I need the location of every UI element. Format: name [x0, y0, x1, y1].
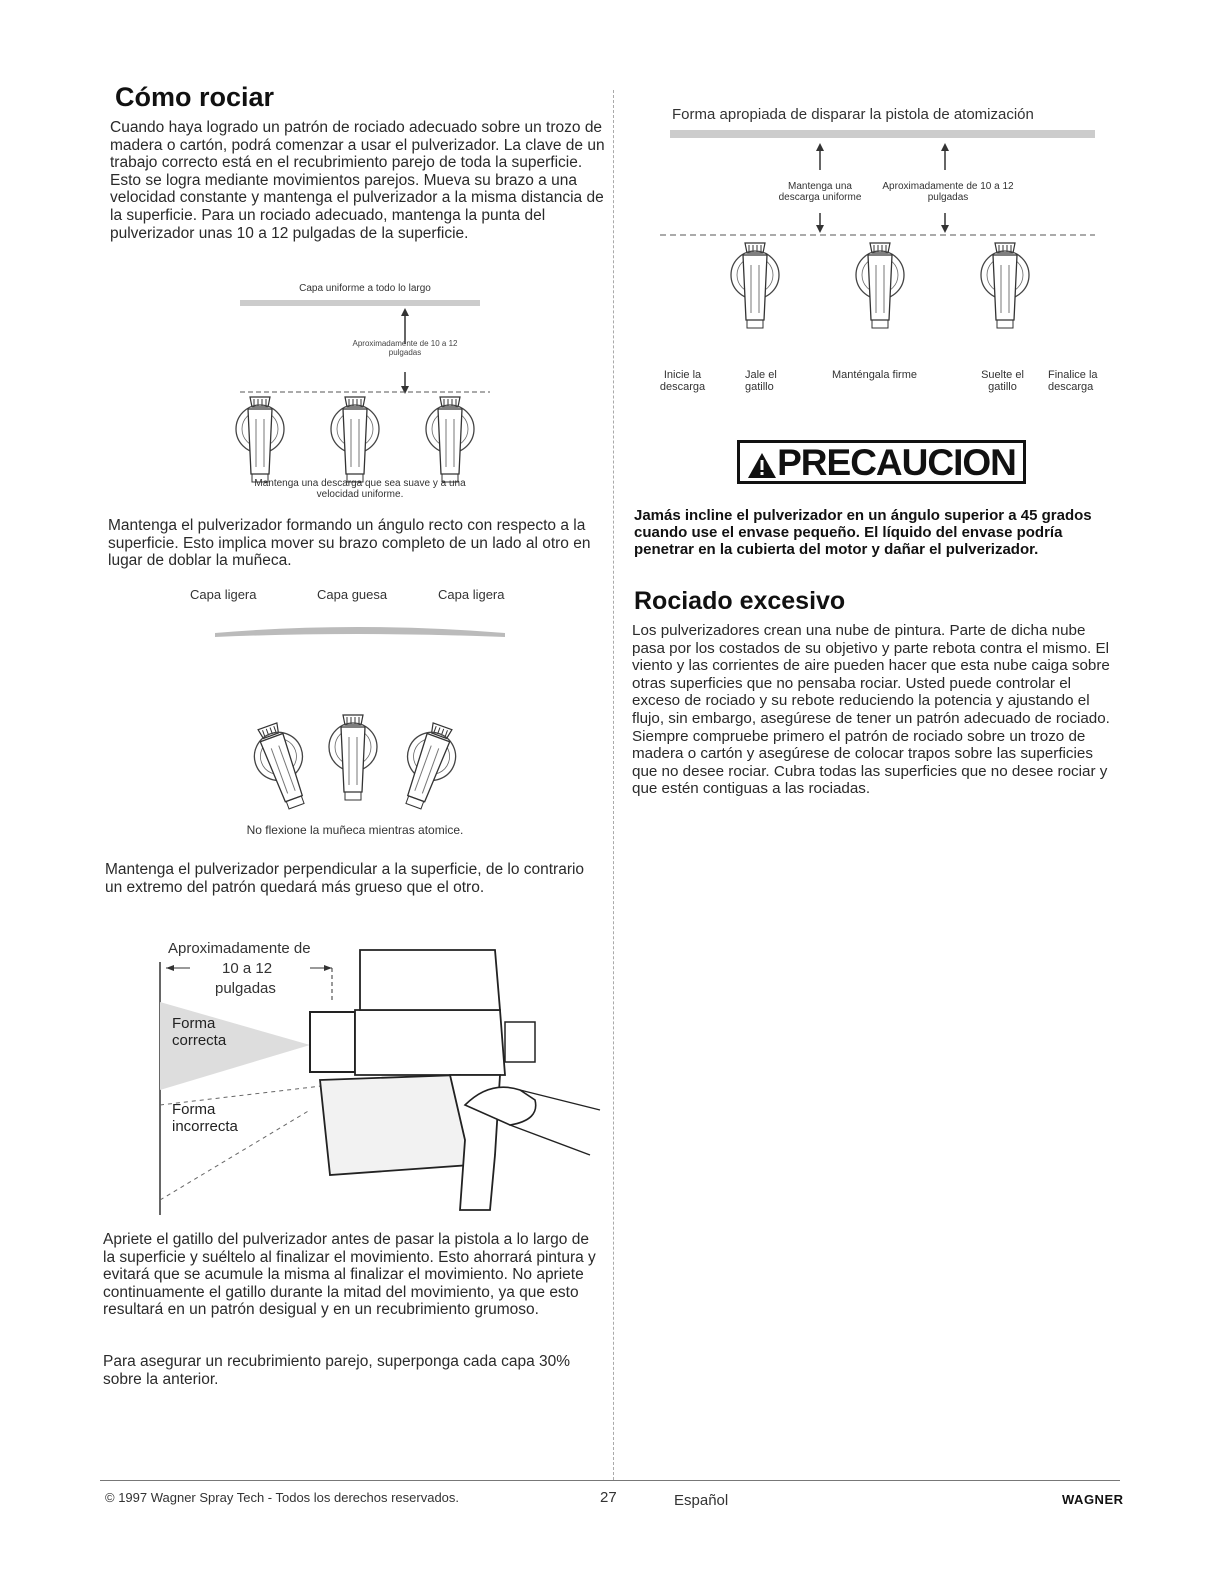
step-label-finish: Finalice la descarga	[1048, 369, 1098, 393]
step-label-start: Inicie la descarga	[659, 369, 706, 393]
column-divider	[613, 90, 614, 1480]
figure-label-top: Capa uniforme a todo lo largo	[299, 283, 431, 294]
figure-trigger-drawing	[650, 125, 1120, 370]
footer-rule	[100, 1480, 1120, 1481]
label-capa-gruesa: Capa guesa	[317, 587, 388, 602]
step-label-release: Suelte el gatillo	[981, 369, 1024, 393]
paragraph-right-angle: Mantenga el pulverizador formando un ángulo recto con respecto a la superficie. Esto implica mover su brazo completo de un lado al otro en lugar de doblar la muñeca.	[108, 517, 591, 570]
section-heading-rociado-excesivo: Rociado excesivo	[634, 587, 846, 615]
caution-text: Jamás incline el pulverizador en un ángulo superior a 45 grados cuando use el envase pequeño. El líquido del envase podría penetrar en la cubierta del motor y dañar el pulverizador.	[634, 507, 1092, 558]
warning-triangle-icon	[747, 451, 777, 479]
footer-copyright: © 1997 Wagner Spray Tech - Todos los derechos reservados.	[105, 1490, 460, 1505]
label-capa-ligera-2: Capa ligera	[438, 587, 505, 602]
label-forma-incorrecta: Forma incorrecta	[172, 1101, 238, 1135]
footer-page-number: 27	[600, 1489, 617, 1506]
brand-logo: WAGNER	[1062, 1492, 1124, 1507]
label-forma-correcta: Forma correcta	[172, 1015, 227, 1049]
paragraph-perpendicular: Mantenga el pulverizador perpendicular a la superficie, de lo contrario un extremo del patrón quedará más grueso que el otro.	[105, 861, 585, 896]
figure-label-distance: Aproximadamente de 10 a 12 pulgadas	[352, 339, 458, 357]
label-pulgadas: pulgadas	[215, 980, 276, 997]
figure-wrist-drawing	[185, 607, 530, 817]
caution-banner	[737, 440, 1026, 484]
section-heading-como-rociar: Cómo rociar	[115, 82, 275, 112]
label-approx: Aproximadamente de	[168, 940, 311, 957]
label-uniform-discharge: Mantenga una descarga uniforme	[778, 181, 862, 203]
figure-caption-uniform: Mantenga una descarga que sea suave y a una velocidad uniforme.	[254, 478, 466, 500]
figure-wrist	[185, 587, 530, 837]
label-capa-ligera-1: Capa ligera	[190, 587, 257, 602]
label-distance-right: Aproximadamente de 10 a 12 pulgadas	[882, 181, 1014, 203]
figure-title-trigger: Forma apropiada de disparar la pistola de atomización	[672, 106, 1034, 123]
intro-paragraph: Cuando haya logrado un patrón de rociado adecuado sobre un trozo de madera o cartón, podrá comenzar a usar el pulverizador. La clave de un trabajo correcto está en el recubrimiento parejo de toda la superficie. Esto se logra mediante movimientos parejos. Mueva su brazo a una velocidad constante y mantenga el pulverizador a la misma distancia de la superficie. Para un rociado adecuado, mantenga la punta del pulverizador unas 10 a 12 pulgadas de la superficie.	[110, 119, 605, 242]
figure-correct-form	[160, 940, 600, 1225]
label-range: 10 a 12	[222, 960, 273, 977]
figure-caption-wrist: No flexione la muñeca mientras atomice.	[246, 823, 464, 837]
step-label-hold: Manténgala firme	[832, 369, 917, 381]
overspray-paragraph: Los pulverizadores crean una nube de pintura. Parte de dicha nube pasa por los costados de su objetivo y parte rebota contra el mismo. El viento y las corrientes de aire pueden hacer que esta nube caiga sobre otras superficies que no pensaba rociar. Usted puede controlar el exceso de rociado y su rebote reduciendo la potencia y ajustando el flujo, sin embargo, asegúrese de tener un patrón adecuado de rociado. Siempre compruebe primero el patrón de rociado sobre un trozo de madera o cartón y asegúrese de colocar trapos sobre las superficies que no desee rociar. Cubra todas las superficies que no desee rociar y que estén contiguas a las rociadas.	[632, 622, 1110, 798]
paragraph-overlap: Para asegurar un recubrimiento parejo, superponga cada capa 30% sobre la anterior.	[103, 1353, 571, 1388]
caution-title: PRECAUCION	[777, 442, 1016, 483]
figure-uniform-coat	[200, 283, 530, 500]
figure-uniform-coat-drawing	[200, 294, 530, 484]
step-label-pull: Jale el gatillo	[745, 369, 777, 393]
footer-language: Español	[674, 1492, 729, 1509]
paragraph-trigger: Apriete el gatillo del pulverizador antes de pasar la pistola a lo largo de la superficie y suéltelo al finalizar el movimiento. Esto ahorrará pintura y evitará que se acumule la misma al finalizar el movimiento. No apriete continuamente el gatillo durante la mitad del movimiento, ya que esto resultará en un patrón desigual y en un recubrimiento grumoso.	[103, 1231, 596, 1319]
